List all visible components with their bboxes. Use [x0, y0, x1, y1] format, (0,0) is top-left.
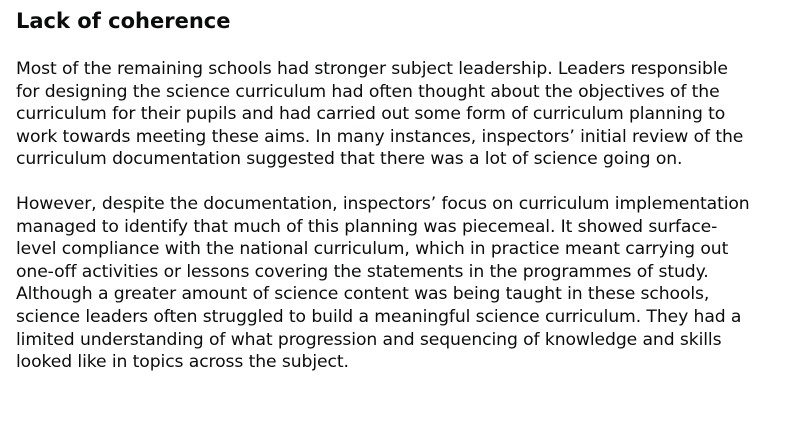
text-line: However, despite the documentation, inspectors’ focus on curriculum implementation — [16, 193, 750, 214]
text-line: limited understanding of what progression and sequencing of knowledge and skills — [16, 329, 722, 350]
text-line: looked like in topics across the subject. — [16, 352, 349, 373]
text-line: science leaders often struggled to build a meaningful science curriculum. They had a — [16, 306, 742, 327]
text-line: level compliance with the national curriculum, which in practice meant carrying out — [16, 239, 729, 260]
paragraph-2 — [16, 193, 806, 374]
text-line: Most of the remaining schools had stronger subject leadership. Leaders responsible — [16, 59, 728, 79]
document — [16, 6, 806, 374]
text-line: one-off activities or lessons covering the statements in the programmes of study. — [16, 261, 709, 282]
text-line: managed to identify that much of this planning was piecemeal. It showed surface- — [16, 216, 718, 237]
paragraph-1 — [16, 58, 806, 171]
text-line: for designing the science curriculum had often thought about the objectives of the — [16, 81, 720, 102]
text-line: work towards meeting these aims. In many instances, inspectors’ initial review of the — [16, 126, 744, 147]
section-heading: Lack of coherence — [16, 9, 231, 33]
text-line: Although a greater amount of science content was being taught in these schools, — [16, 284, 710, 305]
text-line: curriculum documentation suggested that there was a lot of science going on. — [16, 149, 683, 170]
text-line: curriculum for their pupils and had carried out some form of curriculum planning to — [16, 104, 726, 125]
